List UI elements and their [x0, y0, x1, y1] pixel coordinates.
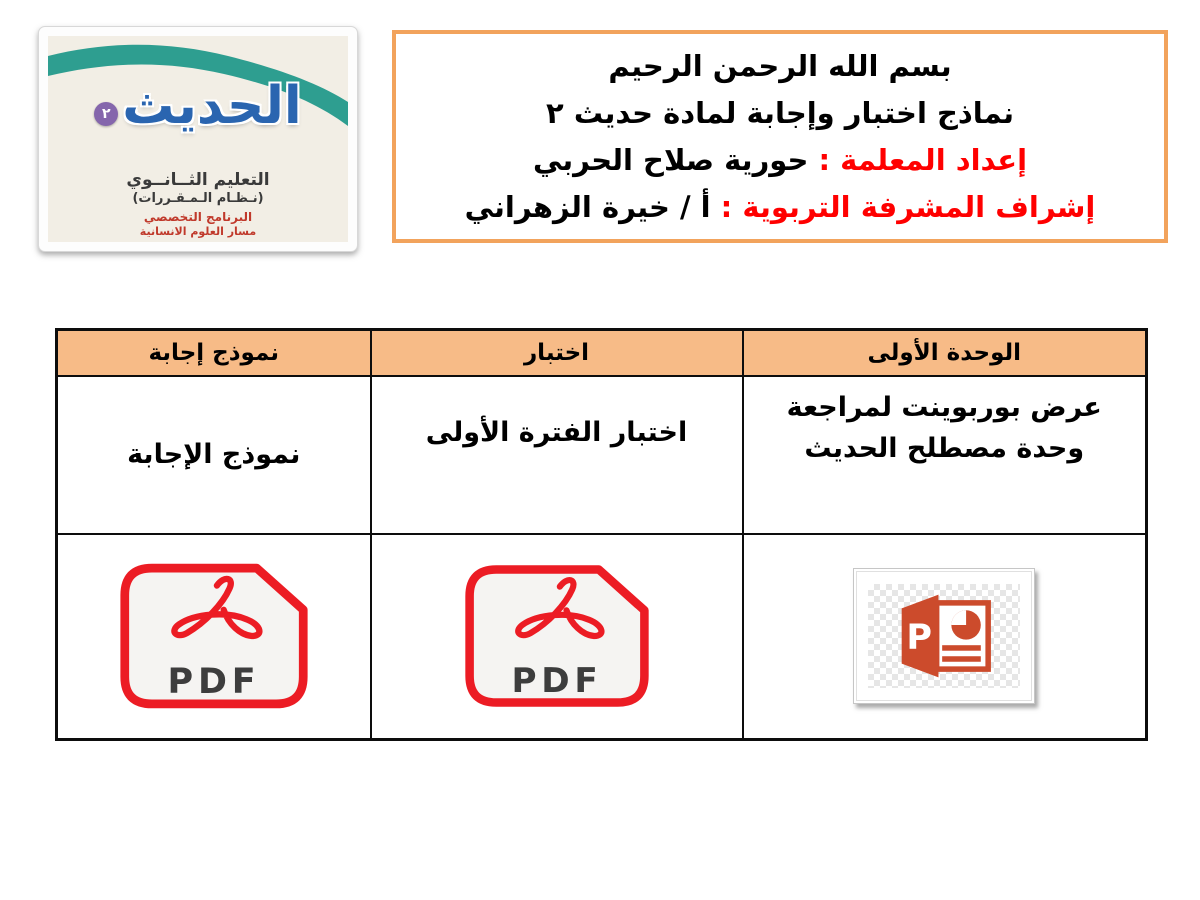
teacher-name: حورية صلاح الحربي	[532, 142, 809, 177]
book-cover	[38, 26, 358, 252]
column-header-answer: نموذج إجابة	[57, 330, 371, 376]
title-box	[392, 30, 1168, 243]
teacher-line	[533, 138, 1027, 183]
column-header-unit: الوحدة الأولى	[743, 330, 1147, 376]
powerpoint-file-icon[interactable]	[853, 568, 1035, 704]
teacher-label: إعداد المعلمة :	[808, 142, 1028, 177]
table-row-titles	[57, 376, 1147, 534]
supervisor-label: إشراف المشرفة التربوية :	[710, 189, 1096, 224]
cover-subtitle-track: مسار العلوم الانسانية	[139, 224, 257, 238]
cover-subtitle-education: التعليم الثــانــوي	[126, 170, 270, 190]
pdf-file-icon-exam[interactable]	[462, 561, 652, 711]
basmala-line: بسم الله الرحمن الرحيم	[608, 48, 952, 83]
answer-title: نموذج الإجابة	[127, 439, 301, 470]
powerpoint-logo-icon	[888, 590, 1000, 682]
exam-title: اختبار الفترة الأولى	[425, 417, 688, 448]
exam-pdf-cell	[371, 534, 743, 740]
files-table	[55, 328, 1148, 741]
exam-title-cell	[371, 376, 743, 534]
ppt-letter: P	[906, 618, 933, 659]
supervisor-name: أ / خيرة الزهراني	[464, 189, 711, 224]
cover-edition-badge: ٢	[94, 102, 118, 126]
cover-title: الحديث	[122, 76, 302, 136]
pdf-file-icon-answer[interactable]	[117, 560, 311, 712]
cover-subtitle-system: (نـظـام الـمـقـررات)	[132, 191, 264, 207]
book-cover-art	[48, 36, 348, 242]
cover-title-row	[48, 76, 348, 136]
ppt-text-bar-1	[942, 645, 981, 651]
unit-description-line1: عرض بوربوينت لمراجعة	[786, 391, 1102, 423]
answer-title-cell	[57, 376, 371, 534]
powerpoint-file-cell	[743, 534, 1147, 740]
transparency-checkerboard	[868, 584, 1020, 688]
ppt-text-bar-2	[942, 656, 981, 662]
table-header-row	[57, 330, 1147, 376]
supervisor-line	[465, 185, 1096, 230]
document-title-line: نماذج اختبار وإجابة لمادة حديث ٢	[546, 95, 1014, 130]
cover-subtitle-program: البرنامج التخصصي	[143, 209, 253, 224]
column-header-exam: اختبار	[371, 330, 743, 376]
pdf-label: PDF	[510, 661, 603, 702]
table-row-icons	[57, 534, 1147, 740]
unit-description-line2: وحدة مصطلح الحديث	[804, 433, 1085, 465]
cover-subtitles	[48, 170, 348, 238]
unit-description-cell	[743, 376, 1147, 534]
pdf-label: PDF	[167, 662, 261, 703]
answer-pdf-cell	[57, 534, 371, 740]
